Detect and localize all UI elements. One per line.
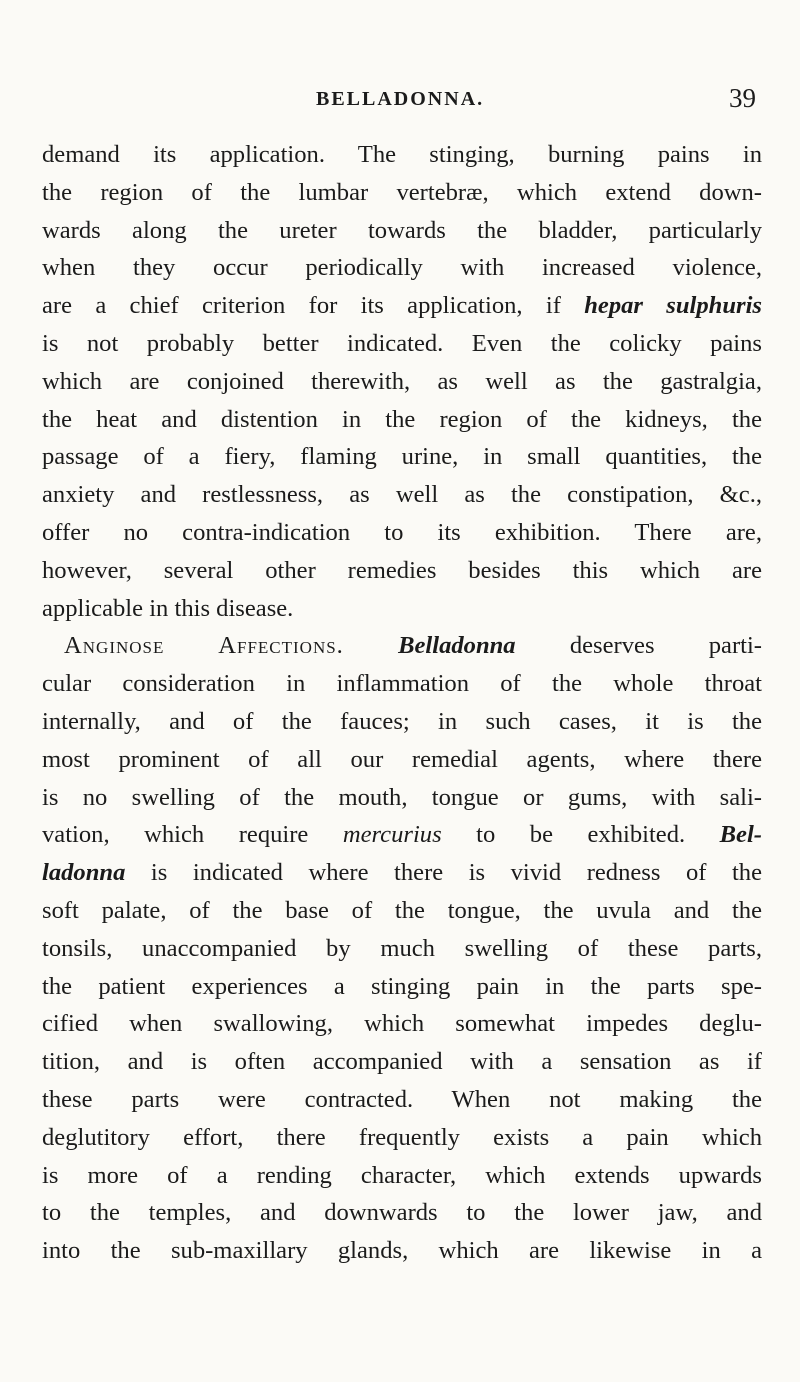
running-title: BELLADONNA. (316, 88, 485, 110)
text-line: when they occur periodically with increased violence, (42, 254, 762, 282)
text-line: to the temples, and downwards to the lower jaw, and (42, 1199, 762, 1227)
remedy-name: ladonna (42, 859, 126, 887)
text-line: applicable in this disease. (42, 594, 294, 622)
text-line: tition, and is often accompanied with a sensation as if (42, 1048, 762, 1076)
text-line (42, 816, 762, 854)
text-line: however, several other remedies besides this which are (42, 556, 762, 584)
page-number: 39 (729, 83, 756, 113)
text-line: passage of a fiery, flaming urine, in small quantities, the (42, 443, 762, 471)
text-line: the patient experiences a stinging pain in the parts spe- (42, 972, 762, 1000)
text-line: tonsils, unaccompanied by much swelling of these parts, (42, 934, 762, 962)
text-line: is more of a rending character, which extends upwards (42, 1161, 762, 1189)
text-line: cified when swallowing, which somewhat impedes deglu- (42, 1010, 762, 1038)
text-run: to be exhibited. (441, 821, 720, 849)
text-line: the region of the lumbar vertebræ, which extend down- (42, 178, 762, 206)
text-line: soft palate, of the base of the tongue, the uvula and the (42, 896, 762, 924)
text-run: vation, which require (42, 821, 343, 849)
remedy-name: Belladonna (398, 632, 516, 660)
text-line (42, 854, 762, 892)
section-heading: Anginose Affections. (64, 632, 344, 660)
text-line: offer no contra-indication to its exhibition. There are, (42, 518, 762, 546)
text-line: these parts were contracted. When not making the (42, 1085, 762, 1113)
text-run: is indicated where there is vivid redness of the (125, 859, 762, 887)
text-line: anxiety and restlessness, as well as the constipation, &c., (42, 481, 762, 509)
text-line: wards along the ureter towards the bladder, particularly (42, 216, 762, 244)
text-line (42, 287, 762, 325)
remedy-name: mercurius (342, 821, 442, 849)
remedy-name: Bel- (719, 821, 762, 849)
text-line: into the sub-maxillary glands, which are likewise in a (42, 1237, 762, 1265)
text-run: are a chief criterion for its application, if (42, 292, 585, 320)
body-text (42, 136, 762, 1270)
text-line: which are conjoined therewith, as well as the gastralgia, (42, 367, 762, 395)
text-line: the heat and distention in the region of the kidneys, the (42, 405, 762, 433)
text-line: is not probably better indicated. Even the colicky pains (42, 329, 762, 357)
text-line: demand its application. The stinging, burning pains in (42, 141, 762, 168)
text-line: cular consideration in inflammation of the whole throat (42, 670, 762, 698)
text-run: deserves parti- (515, 632, 762, 660)
text-line: is no swelling of the mouth, tongue or gums, with sali- (42, 783, 762, 811)
page-header (0, 80, 800, 120)
text-line: most prominent of all our remedial agents, where there (42, 745, 762, 773)
text-line: deglutitory effort, there frequently exists a pain which (42, 1123, 762, 1151)
remedy-name: hepar sulphuris (584, 292, 762, 320)
text-line: internally, and of the fauces; in such cases, it is the (42, 707, 762, 735)
text-line (42, 627, 762, 665)
